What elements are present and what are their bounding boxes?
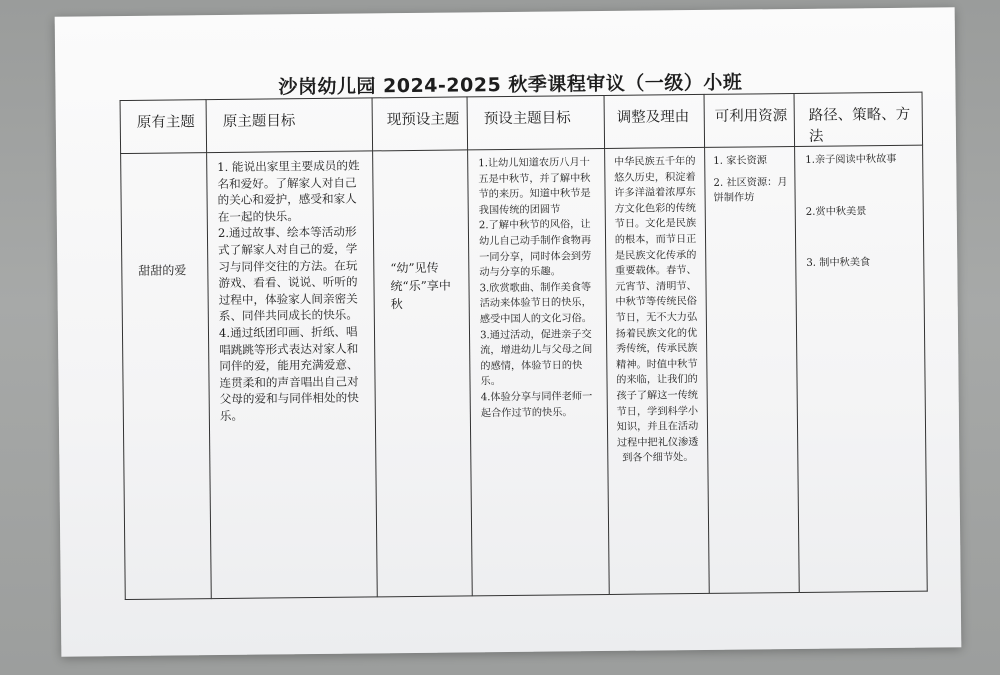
header-routes: 路径、策略、方法 — [794, 92, 923, 146]
adjustment-reason-text: 中华民族五千年的悠久历史，积淀着许多洋溢着浓厚东方文化色彩的传统节日。文化是民族的根本，而节日正是民族文化传承的重要载体。春节、元宵节、清明节、中秋节等传统民俗节日，无不大力弘扬着民族文化的优秀传统，传承民族精神。时值中秋节的来临，让我们的孩子了解这一传统节日，学到科学小知识，并且在活动过程中把礼仪渗透到各个细节处。 — [613, 156, 699, 465]
new-goal-item: 3.通过活动，促进亲子交流，增进幼儿与父母之间的感情，体验节日的快乐。 — [479, 328, 593, 388]
new-goals-cell — [468, 148, 610, 595]
route-item: 1.亲子阅读中秋故事 — [805, 153, 897, 166]
new-theme-text: “幼”见传统“乐”享中秋 — [390, 260, 451, 312]
header-resources: 可利用资源 — [704, 93, 795, 147]
original-goal-item: 1. 能说出家里主要成员的姓名和爱好。了解家人对自己的关心和爱护，感受和家人在一起的快乐。 — [217, 158, 360, 224]
header-adjustment-reason: 调整及理由 — [604, 94, 705, 148]
original-goal-item: 4.通过纸团印画、折纸、唱唱跳跳等形式表达对家人和同伴的爱，能用充满爱意、连贯柔和的声音唱出自己对父母的爱和与同伴相处的快乐。 — [218, 324, 359, 423]
original-goals-cell — [207, 151, 378, 599]
header-new-goals: 预设主题目标 — [467, 95, 605, 149]
original-theme-cell — [121, 153, 212, 600]
original-goal-item: 2.通过故事、绘本等活动形式了解家人对自己的爱，学习与同伴交往的方法。在玩游戏、看看、说说、听听的过程中，体验家人间亲密关系、同伴共同成长的快乐。 — [217, 224, 359, 324]
resources-cell — [705, 146, 800, 593]
document-title: 沙岗幼儿园 2024-2025 秋季课程审议（一级）小班 — [278, 71, 743, 99]
header-row — [120, 92, 923, 153]
new-goal-item: 1.让幼儿知道农历八月十五是中秋节，并了解中秋节的来历。知道中秋节是我国传统的团圆节 — [478, 157, 591, 217]
resource-item: 2. 社区资源：月饼制作坊 — [713, 176, 788, 205]
route-item: 3. 制中秋美食 — [806, 257, 871, 270]
new-goal-item: 2.了解中秋节的风俗，让幼儿自己动手制作食物再一同分享，同时体会到劳动与分享的乐趣。 — [478, 219, 592, 279]
route-item: 2.赏中秋美景 — [805, 205, 867, 218]
resource-item: 1. 家长资源 — [713, 155, 767, 167]
original-theme-text: 甜甜的爱 — [138, 263, 187, 278]
adjustment-reason-cell — [605, 147, 710, 594]
new-theme-cell — [373, 150, 473, 597]
resources-list — [705, 147, 795, 207]
routes-cell — [795, 145, 928, 592]
routes-list — [795, 146, 923, 272]
original-goals-list — [207, 151, 375, 424]
new-goals-list — [468, 149, 607, 422]
paper-sheet — [55, 7, 962, 656]
new-goal-item: 4.体验分享与同伴老师一起合作过节的快乐。 — [480, 391, 593, 419]
header-original-goals: 原主题目标 — [206, 98, 373, 153]
content-row — [121, 145, 928, 599]
header-original-theme: 原有主题 — [120, 100, 207, 154]
header-new-theme: 现预设主题 — [372, 97, 468, 151]
new-goal-item: 3.欣赏歌曲、制作美食等活动来体验节日的快乐，感受中国人的文化习俗。 — [479, 281, 592, 326]
curriculum-review-table — [120, 92, 928, 600]
